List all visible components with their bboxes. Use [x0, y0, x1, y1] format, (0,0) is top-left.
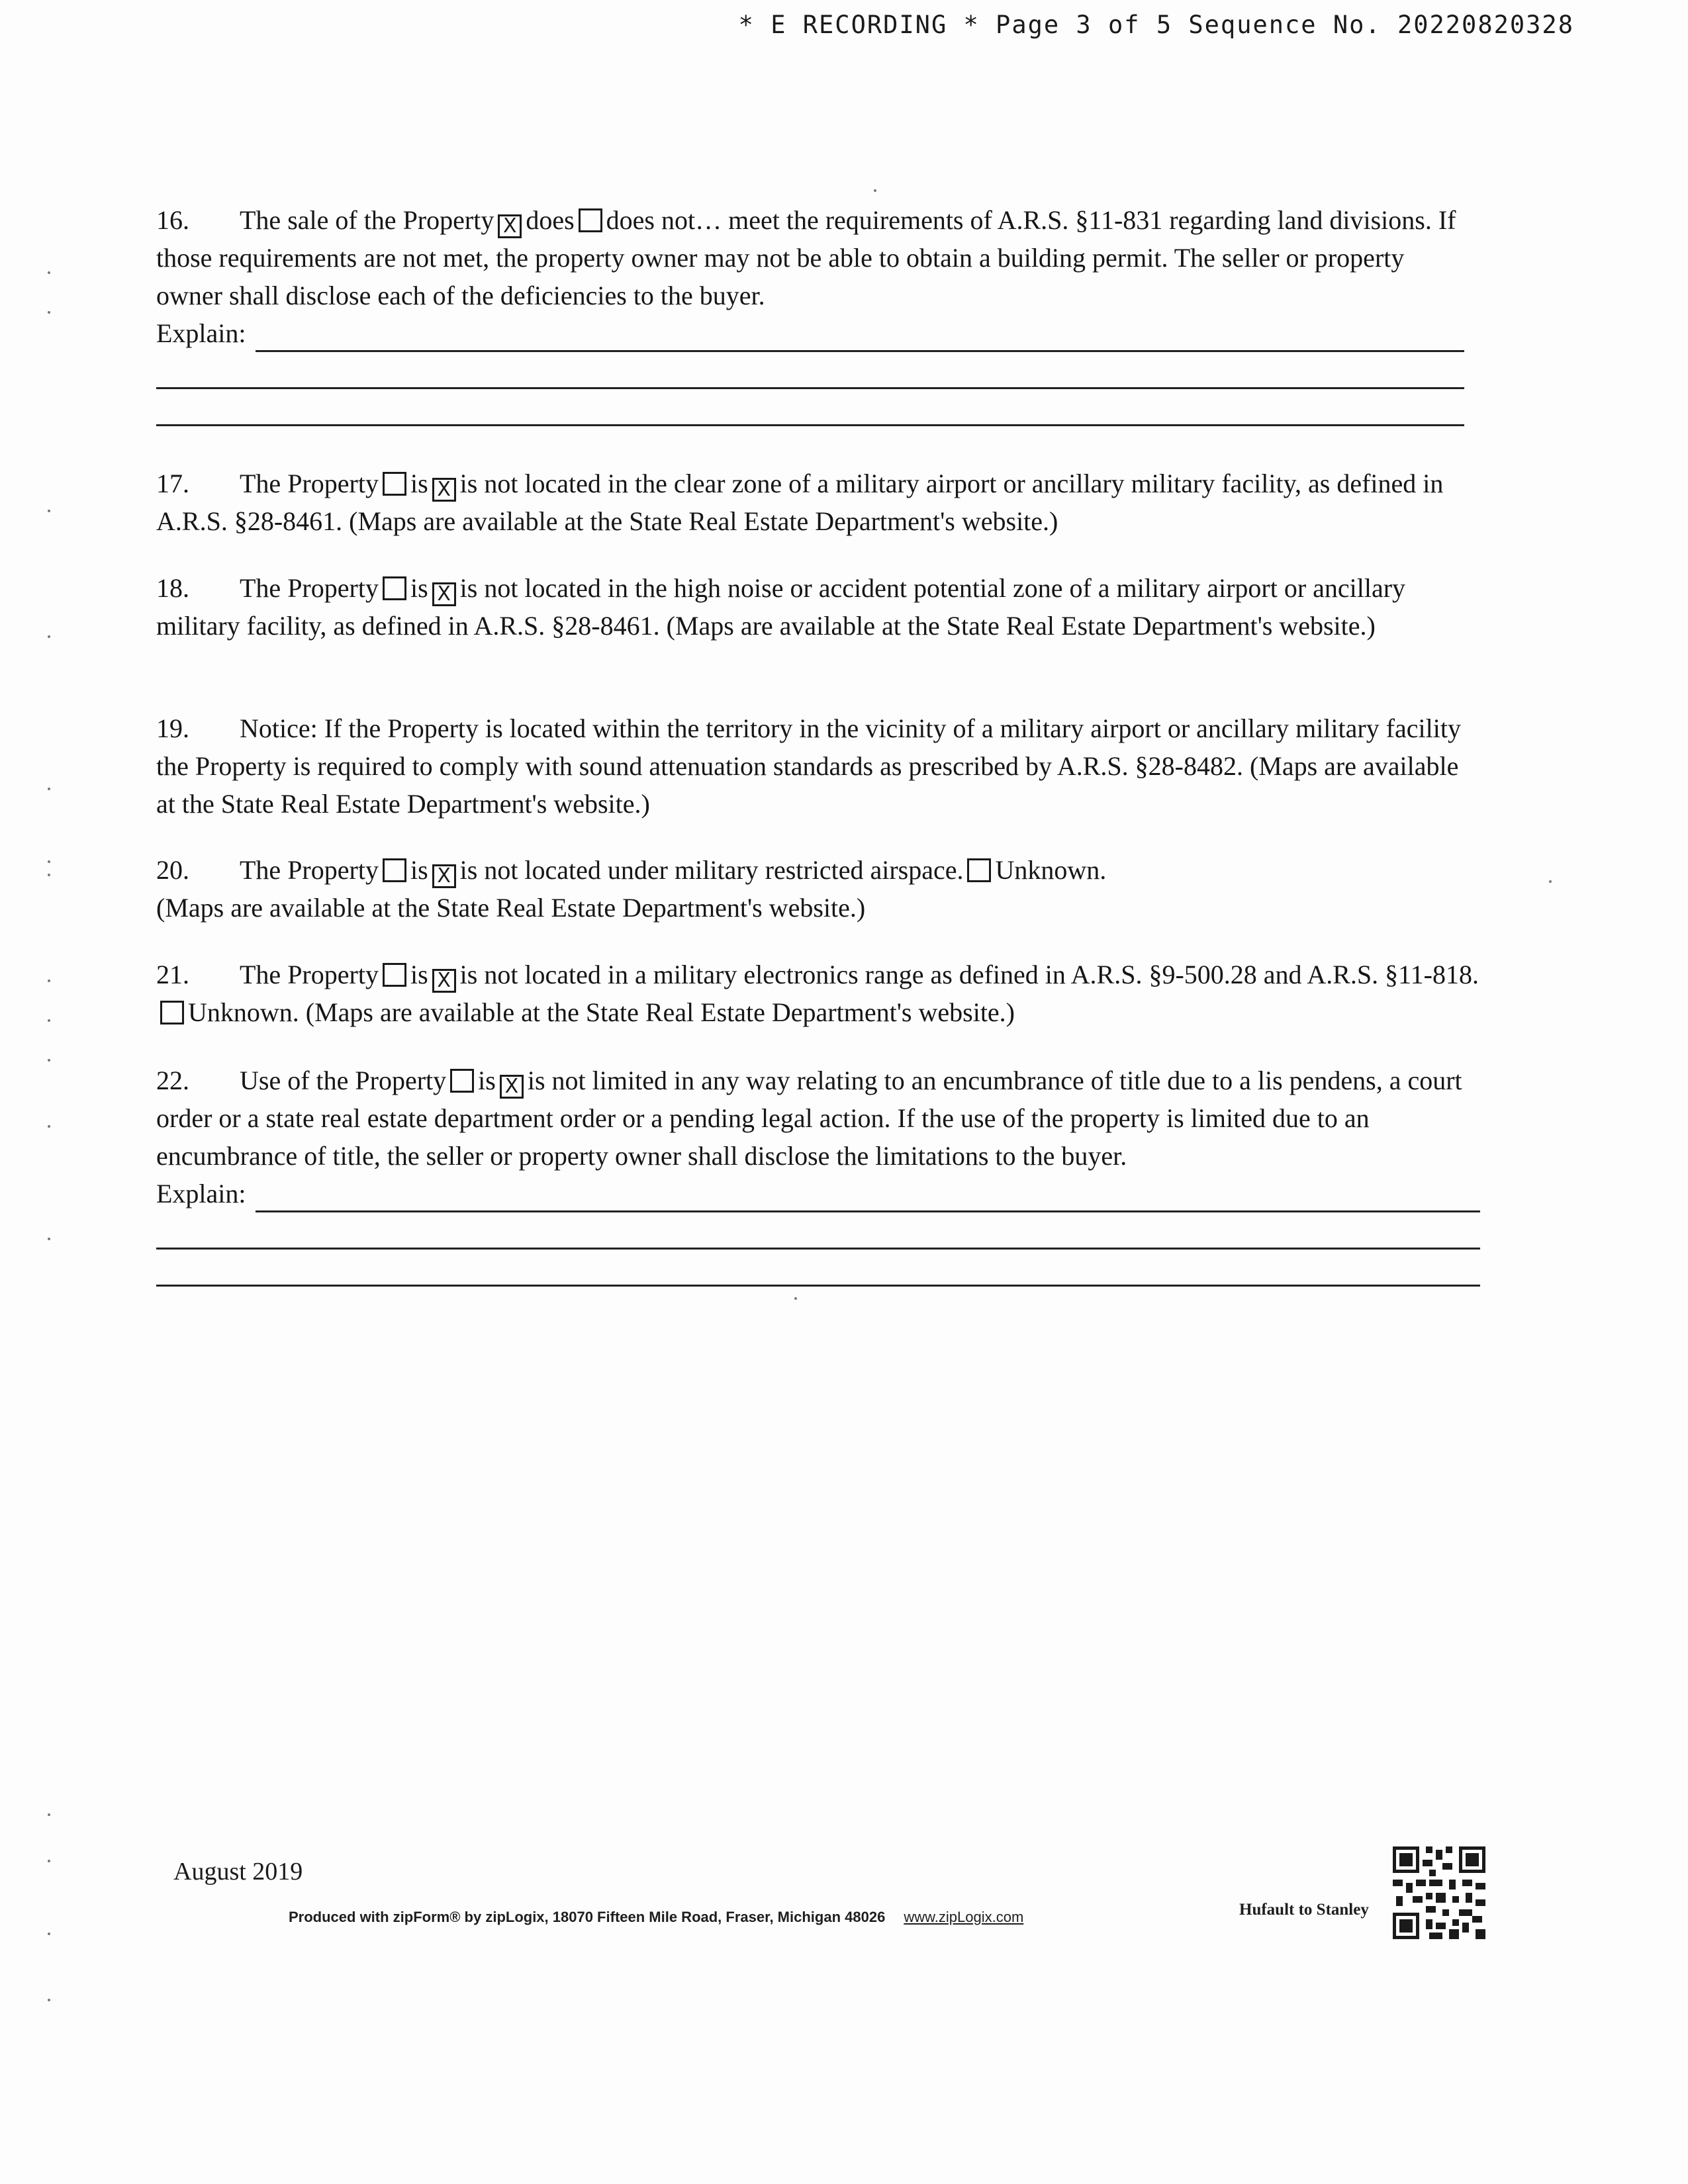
section-number: 17. — [156, 469, 189, 498]
does-checkbox[interactable]: X — [498, 214, 522, 238]
does-not-checkbox[interactable] — [579, 208, 602, 232]
explain-line[interactable] — [256, 330, 1464, 352]
unknown-checkbox[interactable] — [967, 858, 991, 882]
section-text: is not located under military restricted airspace. — [459, 855, 964, 885]
is-not-checkbox[interactable]: X — [432, 864, 456, 888]
ziplogix-link[interactable]: www.zipLogix.com — [904, 1909, 1024, 1925]
section-text: is not located in the high noise or accident potential zone of a military airport or ancillary military facility, as defined in A.R.S. §28-8461. (Maps are available at the State Real Estate Department's website.) — [156, 573, 1406, 641]
is-checkbox[interactable] — [383, 858, 406, 882]
is-checkbox[interactable] — [450, 1069, 474, 1093]
section-text: The Property — [240, 855, 379, 885]
is-not-checkbox[interactable]: X — [432, 969, 456, 993]
explain-line[interactable] — [156, 389, 1464, 426]
explain-line[interactable] — [156, 1212, 1480, 1250]
section-text: is not located in a military electronics range as defined in A.R.S. §9-500.28 and A.R.S. §11-818. — [459, 960, 1479, 989]
section-text: The Property — [240, 469, 379, 498]
explain-line[interactable] — [256, 1191, 1480, 1212]
produced-by-text: Produced with zipForm® by zipLogix, 18070 Fifteen Mile Road, Fraser, Michigan 48026 — [289, 1909, 886, 1925]
section-22 — [156, 1062, 1480, 1287]
section-number: 22. — [156, 1066, 189, 1095]
section-text: is — [410, 960, 428, 989]
section-text: is — [410, 573, 428, 603]
section-text: Notice: If the Property is located within the territory in the vicinity of a military airport or ancillary military facility the Property is required to comply with sound attenuation standards as prescribed by A.R.S. §28-8482. (Maps are available at the State Real Estate Department's website.) — [156, 713, 1461, 819]
section-text: Unknown. — [995, 855, 1107, 885]
section-number: 19. — [156, 713, 189, 743]
section-20 — [156, 851, 1480, 927]
section-text: The Property — [240, 960, 379, 989]
is-not-checkbox[interactable]: X — [432, 582, 456, 606]
is-checkbox[interactable] — [383, 472, 406, 496]
section-16 — [156, 201, 1464, 426]
section-number: 21. — [156, 960, 189, 989]
section-18 — [156, 569, 1480, 645]
explain-line[interactable] — [156, 1250, 1480, 1287]
explain-line[interactable] — [156, 352, 1464, 389]
recording-header: * E RECORDING * Page 3 of 5 Sequence No. 20220820328 — [738, 11, 1574, 39]
section-number: 16. — [156, 205, 189, 235]
is-checkbox[interactable] — [383, 963, 406, 987]
section-text: is — [410, 855, 428, 885]
explain-row — [156, 314, 1464, 352]
produced-by — [289, 1909, 1023, 1926]
section-text: (Maps are available at the State Real Estate Department's website.) — [156, 893, 866, 923]
section-text: is not limited in any way relating to an encumbrance of title due to a lis pendens, a court order or a state real estate department order or a pending legal action. If the use of the property is limited due to an encumbrance of title, the seller or property owner shall disclose the limitations to the buyer. — [156, 1066, 1462, 1171]
section-text: The Property — [240, 573, 379, 603]
section-17 — [156, 465, 1480, 540]
section-text: The sale of the Property — [240, 205, 494, 235]
is-checkbox[interactable] — [383, 576, 406, 600]
form-date: August 2019 — [173, 1858, 303, 1886]
section-text: is — [410, 469, 428, 498]
section-text: is not located in the clear zone of a military airport or ancillary military facility, as defined in A.R.S. §28-8461. (Maps are available at the State Real Estate Department's website.) — [156, 469, 1444, 536]
explain-label: Explain: — [156, 318, 246, 348]
section-text: does — [526, 205, 575, 235]
explain-row — [156, 1175, 1480, 1212]
section-text: is — [478, 1066, 496, 1095]
unknown-checkbox[interactable] — [160, 1001, 184, 1024]
section-text: Unknown. (Maps are available at the State Real Estate Department's website.) — [188, 997, 1015, 1027]
section-text: does not… meet the requirements of A.R.S. §11-831 regarding land divisions. If those requirements are not met, the property owner may not be able to obtain a building permit. The seller or property owner shall disclose each of the deficiencies to the buyer. — [156, 205, 1456, 310]
transaction-name: Hufault to Stanley — [1239, 1901, 1369, 1919]
section-number: 18. — [156, 573, 189, 603]
section-19 — [156, 709, 1480, 823]
is-not-checkbox[interactable]: X — [432, 478, 456, 502]
qr-code-icon — [1393, 1846, 1485, 1939]
section-text: Use of the Property — [240, 1066, 447, 1095]
is-not-checkbox[interactable]: X — [500, 1075, 524, 1099]
section-21 — [156, 956, 1480, 1031]
section-number: 20. — [156, 855, 189, 885]
explain-label: Explain: — [156, 1179, 246, 1208]
